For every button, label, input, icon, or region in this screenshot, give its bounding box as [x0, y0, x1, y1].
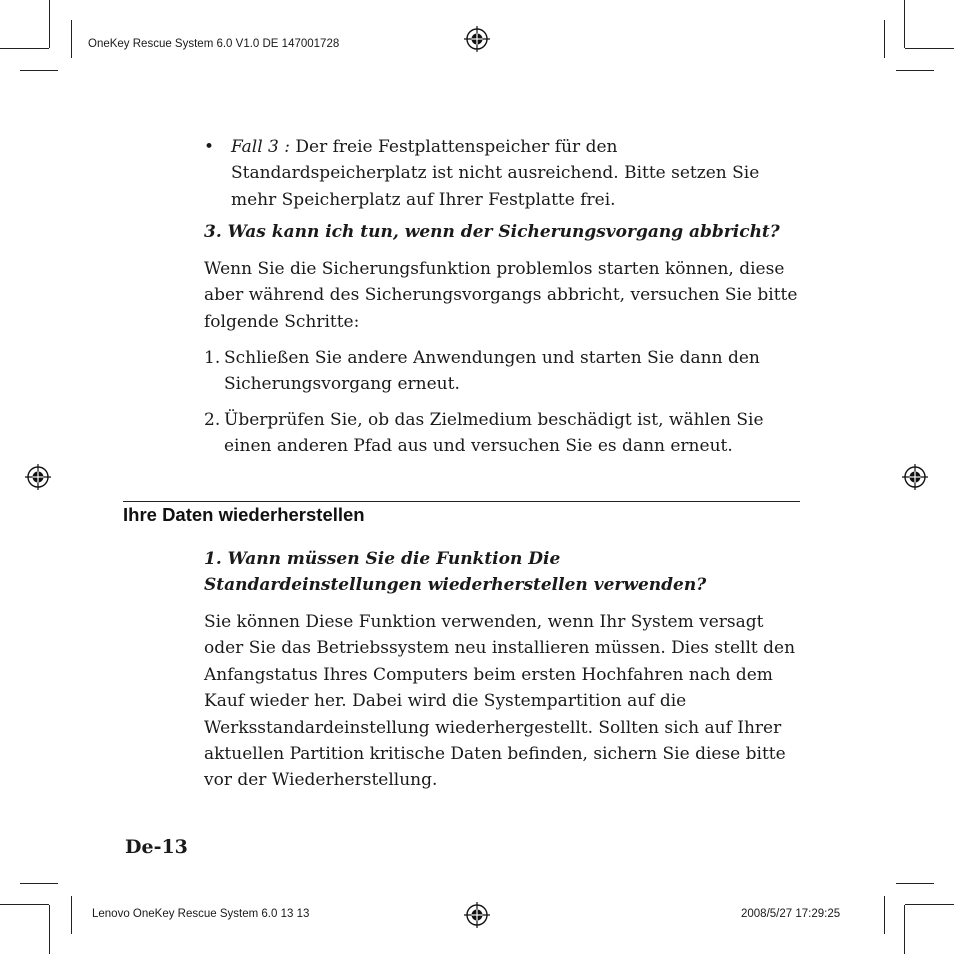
crop-mark-top-right-vertical [904, 0, 905, 48]
crop-mark-bottom-right-horizontal-inner [896, 883, 934, 884]
crop-mark-top-right-horizontal-inner [896, 70, 934, 71]
slug-top-left: OneKey Rescue System 6.0 V1.0 DE 147001728 [88, 38, 340, 50]
crop-mark-bottom-left-horizontal [0, 904, 49, 905]
section-heading: Ihre Daten wiederherstellen [123, 504, 365, 525]
crop-mark-top-left-vertical [49, 0, 50, 48]
registration-mark-icon [25, 464, 51, 490]
list-item-text: Überprüfen Sie, ob das Zielmedium beschädigt ist, wählen Sie einen anderen Pfad aus und versuchen Sie es dann erneut. [224, 410, 764, 457]
paragraph: Sie können Diese Funktion verwenden, wenn Ihr System versagt oder Sie das Betriebssystem neu installieren müssen. Dies stellt den Anfangstatus Ihres Computers beim ersten Hochfahren nach dem Kauf wieder her. Dabei wird die Systempartition auf die Werksstandardeinstellung wiederhergestellt. Sollten sich auf Ihrer aktuellen Partition kritische Daten befinden, sichern Sie diese bitte vor der Wiederherstellung. [204, 612, 796, 791]
bullet-label: Fall 3 : [231, 137, 291, 157]
crop-mark-top-left-horizontal-inner [20, 70, 58, 71]
crop-mark-bottom-left-horizontal-inner [20, 883, 58, 884]
page-number: De-13 [125, 836, 188, 858]
slug-bottom-left: Lenovo OneKey Rescue System 6.0 13 13 [92, 908, 310, 920]
paragraph: Wenn Sie die Sicherungsfunktion problemlos starten können, diese aber während des Sicherungsvorgangs abbricht, versuchen Sie bitte folgende Schritte: [204, 259, 798, 332]
bullet-item-fall-3 [231, 134, 791, 213]
crop-mark-bottom-right-vertical-inner [884, 896, 885, 934]
list-item-text: Schließen Sie andere Anwendungen und starten Sie dann den Sicherungsvorgang erneut. [224, 348, 760, 395]
crop-mark-bottom-right-horizontal [905, 904, 954, 905]
list-item-number: 2. [204, 410, 221, 430]
section-divider [123, 501, 800, 502]
list-item [204, 407, 804, 460]
crop-mark-top-left-horizontal [0, 48, 49, 49]
crop-mark-top-right-horizontal [905, 48, 954, 49]
crop-mark-bottom-left-vertical-inner [71, 896, 72, 934]
list-item [204, 345, 804, 398]
list-item-number: 1. [204, 348, 221, 368]
crop-mark-top-left-vertical-inner [71, 20, 72, 58]
question-heading: 3. Was kann ich tun, wenn der Sicherungsvorgang abbricht? [204, 222, 780, 242]
crop-mark-bottom-right-vertical [904, 905, 905, 954]
crop-mark-bottom-left-vertical [49, 905, 50, 954]
crop-mark-top-right-vertical-inner [884, 20, 885, 58]
question-heading: 1. Wann müssen Sie die Funktion Die Standardeinstellungen wiederherstellen verwenden? [204, 549, 707, 596]
registration-mark-icon [902, 464, 928, 490]
registration-mark-icon [464, 902, 490, 928]
registration-mark-icon [464, 26, 490, 52]
bullet-text: Der freie Festplattenspeicher für den Standardspeicherplatz ist nicht ausreichend. Bitte setzen Sie mehr Speicherplatz auf Ihrer Festplatte frei. [231, 137, 760, 210]
slug-bottom-right: 2008/5/27 17:29:25 [741, 908, 841, 920]
bullet-icon: • [204, 137, 215, 157]
